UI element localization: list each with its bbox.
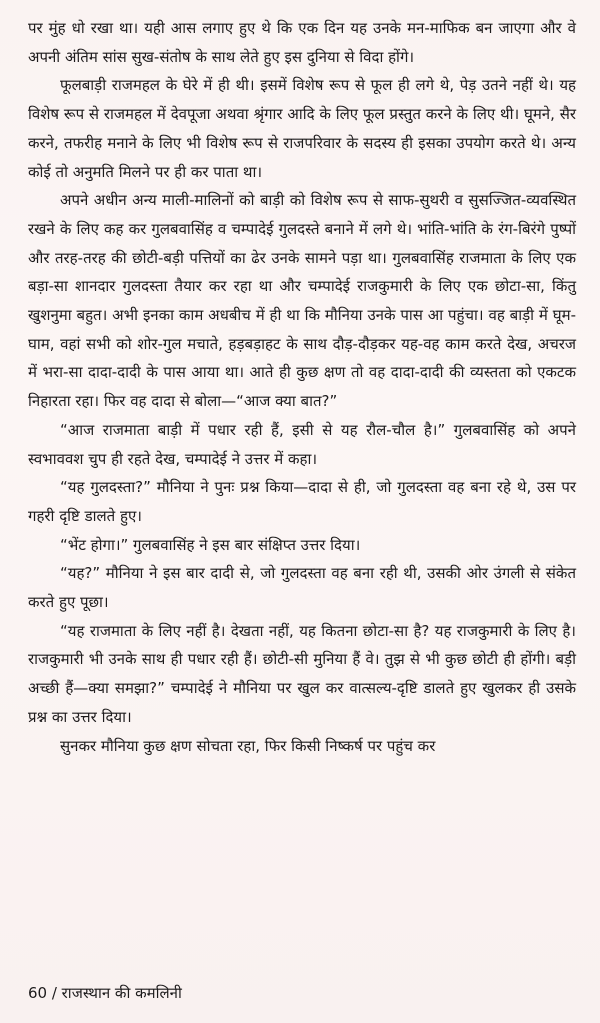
paragraph: “यह गुलदस्ता?” मौनिया ने पुनः प्रश्न किया—दादा से ही, जो गुलदस्ता वह बना रहे थे, उस पर गहरी दृष्टि डालते हुए। [28,478,576,525]
paragraph: फूलबाड़ी राजमहल के घेरे में ही थी। इसमें विशेष रूप से फूल ही लगे थे, पेड़ उतने नहीं थे। यह विशेष रूप से राजमहल में देवपूजा अथवा श्रृंगार आदि के लिए फूल प्रस्तुत करने के लिए थी। घूमने, सैर करने, तफरीह मनाने के लिए भी विशेष रूप से राजपरिवार के सदस्य ही इसका उपयोग करते थे। अन्य कोई तो अनुमति मिलने पर ही कर पाता था। [28,76,576,181]
paragraph: “आज राजमाता बाड़ी में पधार रही हैं, इसी से यह रौल-चौल है।” गुलबवासिंह को अपने स्वभाववश चुप ही रहते देख, चम्पादेई ने उत्तर में कहा। [28,420,576,468]
paragraph: “यह?” मौनिया ने इस बार दादी से, जो गुलदस्ता वह बना रही थी, उसकी ओर उंगली से संकेत करते हुए पूछा। [28,564,576,612]
paragraph: अपने अधीन अन्य माली-मालिनों को बाड़ी को विशेष रूप से साफ-सुथरी व सुसज्जित-व्यवस्थित रखने के लिए कह कर गुलबवासिंह व चम्पादेई गुलदस्ते बनाने में लगे थे। भांति-भांति के रंग-बिरंगे पुष्पों और तरह-तरह की छोटी-बड़ी पत्तियों का ढेर उनके सामने पड़ा था। गुलबवासिंह राजमाता के लिए एक बड़ा-सा शानदार गुलदस्ता तैयार कर रहा था और चम्पादेई राजकुमारी के लिए एक छोटा-सा, किंतु खुशनुमा बहुत। अभी इनका काम अधबीच में ही था कि मौनिया उनके पास आ पहुंचा। वह बाड़ी में घूम-घाम, वहां सभी को शोर-गुल मचाते, हड़बड़ाहट के साथ दौड़-दौड़कर यह-वह काम करते देख, अचरज में भरा-सा दादा-दादी के पास आया था। आते ही कुछ क्षण तो वह दादा-दादी की व्यस्तता को एकटक निहारता रहा। फिर वह दादा से बोला—“आज क्या बात?” [28,191,576,411]
paragraph: “यह राजमाता के लिए नहीं है। देखता नहीं, यह कितना छोटा-सा है? यह राजकुमारी के लिए है। राजकुमारी भी उनके साथ ही पधार रही हैं। छोटी-सी मुनिया हैं वे। तुझ से भी कुछ छोटी ही होंगी। बड़ी अच्छी हैं—क्या समझा?” चम्पादेई ने मौनिया पर खुल कर वात्सल्य-दृष्टि डालते हुए खुलकर ही उसके प्रश्न का उत्तर दिया। [28,621,576,726]
paragraph: सुनकर मौनिया कुछ क्षण सोचता रहा, फिर किसी निष्कर्ष पर पहुंच कर [60,736,436,755]
page-body [28,14,576,760]
page-footer: 60 / राजस्थान की कमलिनी [28,984,182,1002]
paragraph: “भेंट होगा।” गुलबवासिंह ने इस बार संक्षिप्त उत्तर दिया। [60,535,361,554]
paragraph: पर मुंह धो रखा था। यही आस लगाए हुए थे कि एक दिन यह उनके मन-माफिक बन जाएगा और वे अपनी अंतिम सांस सुख-संतोष के साथ लेते हुए इस दुनिया से विदा होंगे। [28,19,576,66]
